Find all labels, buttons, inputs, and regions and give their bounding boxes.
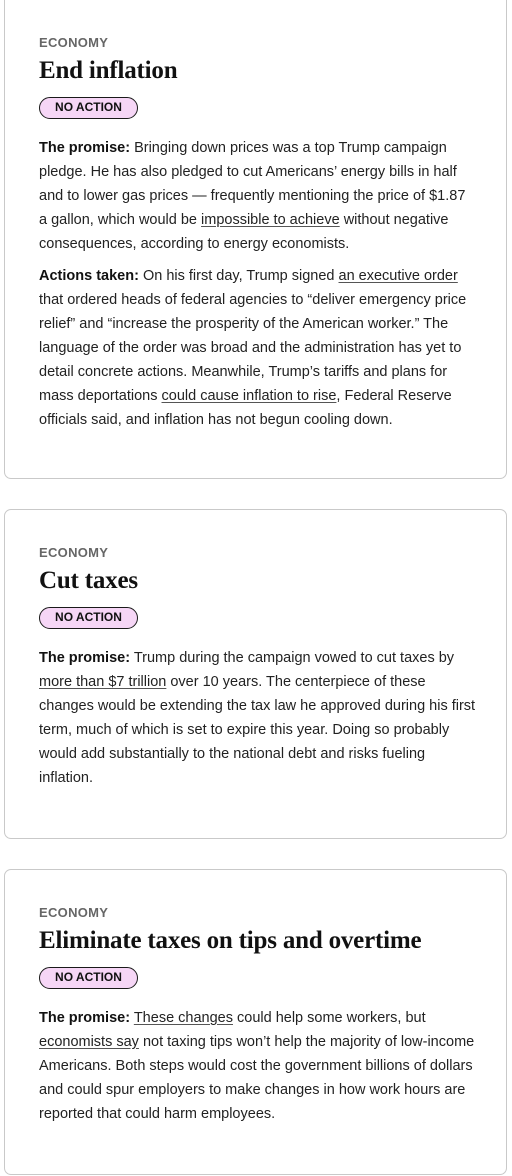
- category-label: ECONOMY: [39, 35, 109, 50]
- actions-paragraph: [39, 264, 476, 432]
- actions-text: , Federal Reserve officials said, and inflation has not begun cooling down.: [39, 388, 452, 428]
- actions-text: On his first day, Trump signed: [138, 268, 339, 284]
- link-impossible-to-achieve[interactable]: impossible to achieve: [201, 212, 340, 228]
- link-seven-trillion[interactable]: more than $7 trillion: [39, 674, 167, 690]
- promise-card-tips-overtime: [4, 869, 507, 1175]
- promise-paragraph: [39, 646, 476, 790]
- status-badge: NO ACTION: [39, 607, 138, 629]
- promise-title: End inflation: [39, 57, 178, 84]
- promise-text: without negative consequences, according to energy economists.: [39, 212, 449, 252]
- category-label: ECONOMY: [39, 905, 109, 920]
- promise-paragraph: [39, 136, 476, 256]
- actions-lead: Actions taken:: [39, 268, 139, 284]
- promise-text: not taxing tips won’t help the majority of low-income Americans. Both steps would cost the government billions of dollars and could spur employers to make changes in how work hours are reported that could harm employees.: [39, 1034, 475, 1122]
- promise-card-end-inflation: [4, 0, 507, 479]
- promise-text: Trump during the campaign vowed to cut taxes by: [130, 650, 455, 666]
- promise-text: Bringing down prices was a top Trump campaign pledge. He has also pledged to cut Americans’ energy bills in half and to lower gas prices — frequently mentioning the price of $1.87 a gallon, which would be: [39, 140, 466, 228]
- link-economists-say[interactable]: economists say: [39, 1034, 139, 1050]
- link-these-changes[interactable]: These changes: [133, 1010, 233, 1026]
- promise-text: over 10 years. The centerpiece of these changes would be extending the tax law he approved during his first term, much of which is set to expire this year. Doing so probably would add substantially to the national debt and risks fueling inflation.: [39, 674, 476, 786]
- status-badge: NO ACTION: [39, 97, 138, 119]
- link-inflation-rise[interactable]: could cause inflation to rise: [161, 388, 337, 404]
- promise-paragraph: [39, 1006, 476, 1126]
- promise-card-cut-taxes: [4, 509, 507, 839]
- promise-lead: The promise:: [39, 650, 131, 666]
- link-executive-order[interactable]: an executive order: [338, 268, 458, 284]
- promise-lead: The promise:: [39, 1010, 131, 1026]
- promise-text: could help some workers, but: [232, 1010, 426, 1026]
- category-label: ECONOMY: [39, 545, 109, 560]
- promise-title: Eliminate taxes on tips and overtime: [39, 927, 422, 954]
- promise-title: Cut taxes: [39, 567, 138, 594]
- actions-text: that ordered heads of federal agencies to “deliver emergency price relief” and “increase the prosperity of the American worker.” The language of the order was broad and the administration has yet to detail concrete actions. Meanwhile, Trump’s tariffs and plans for mass deportations: [39, 292, 467, 404]
- promise-lead: The promise:: [39, 140, 131, 156]
- status-badge: NO ACTION: [39, 967, 138, 989]
